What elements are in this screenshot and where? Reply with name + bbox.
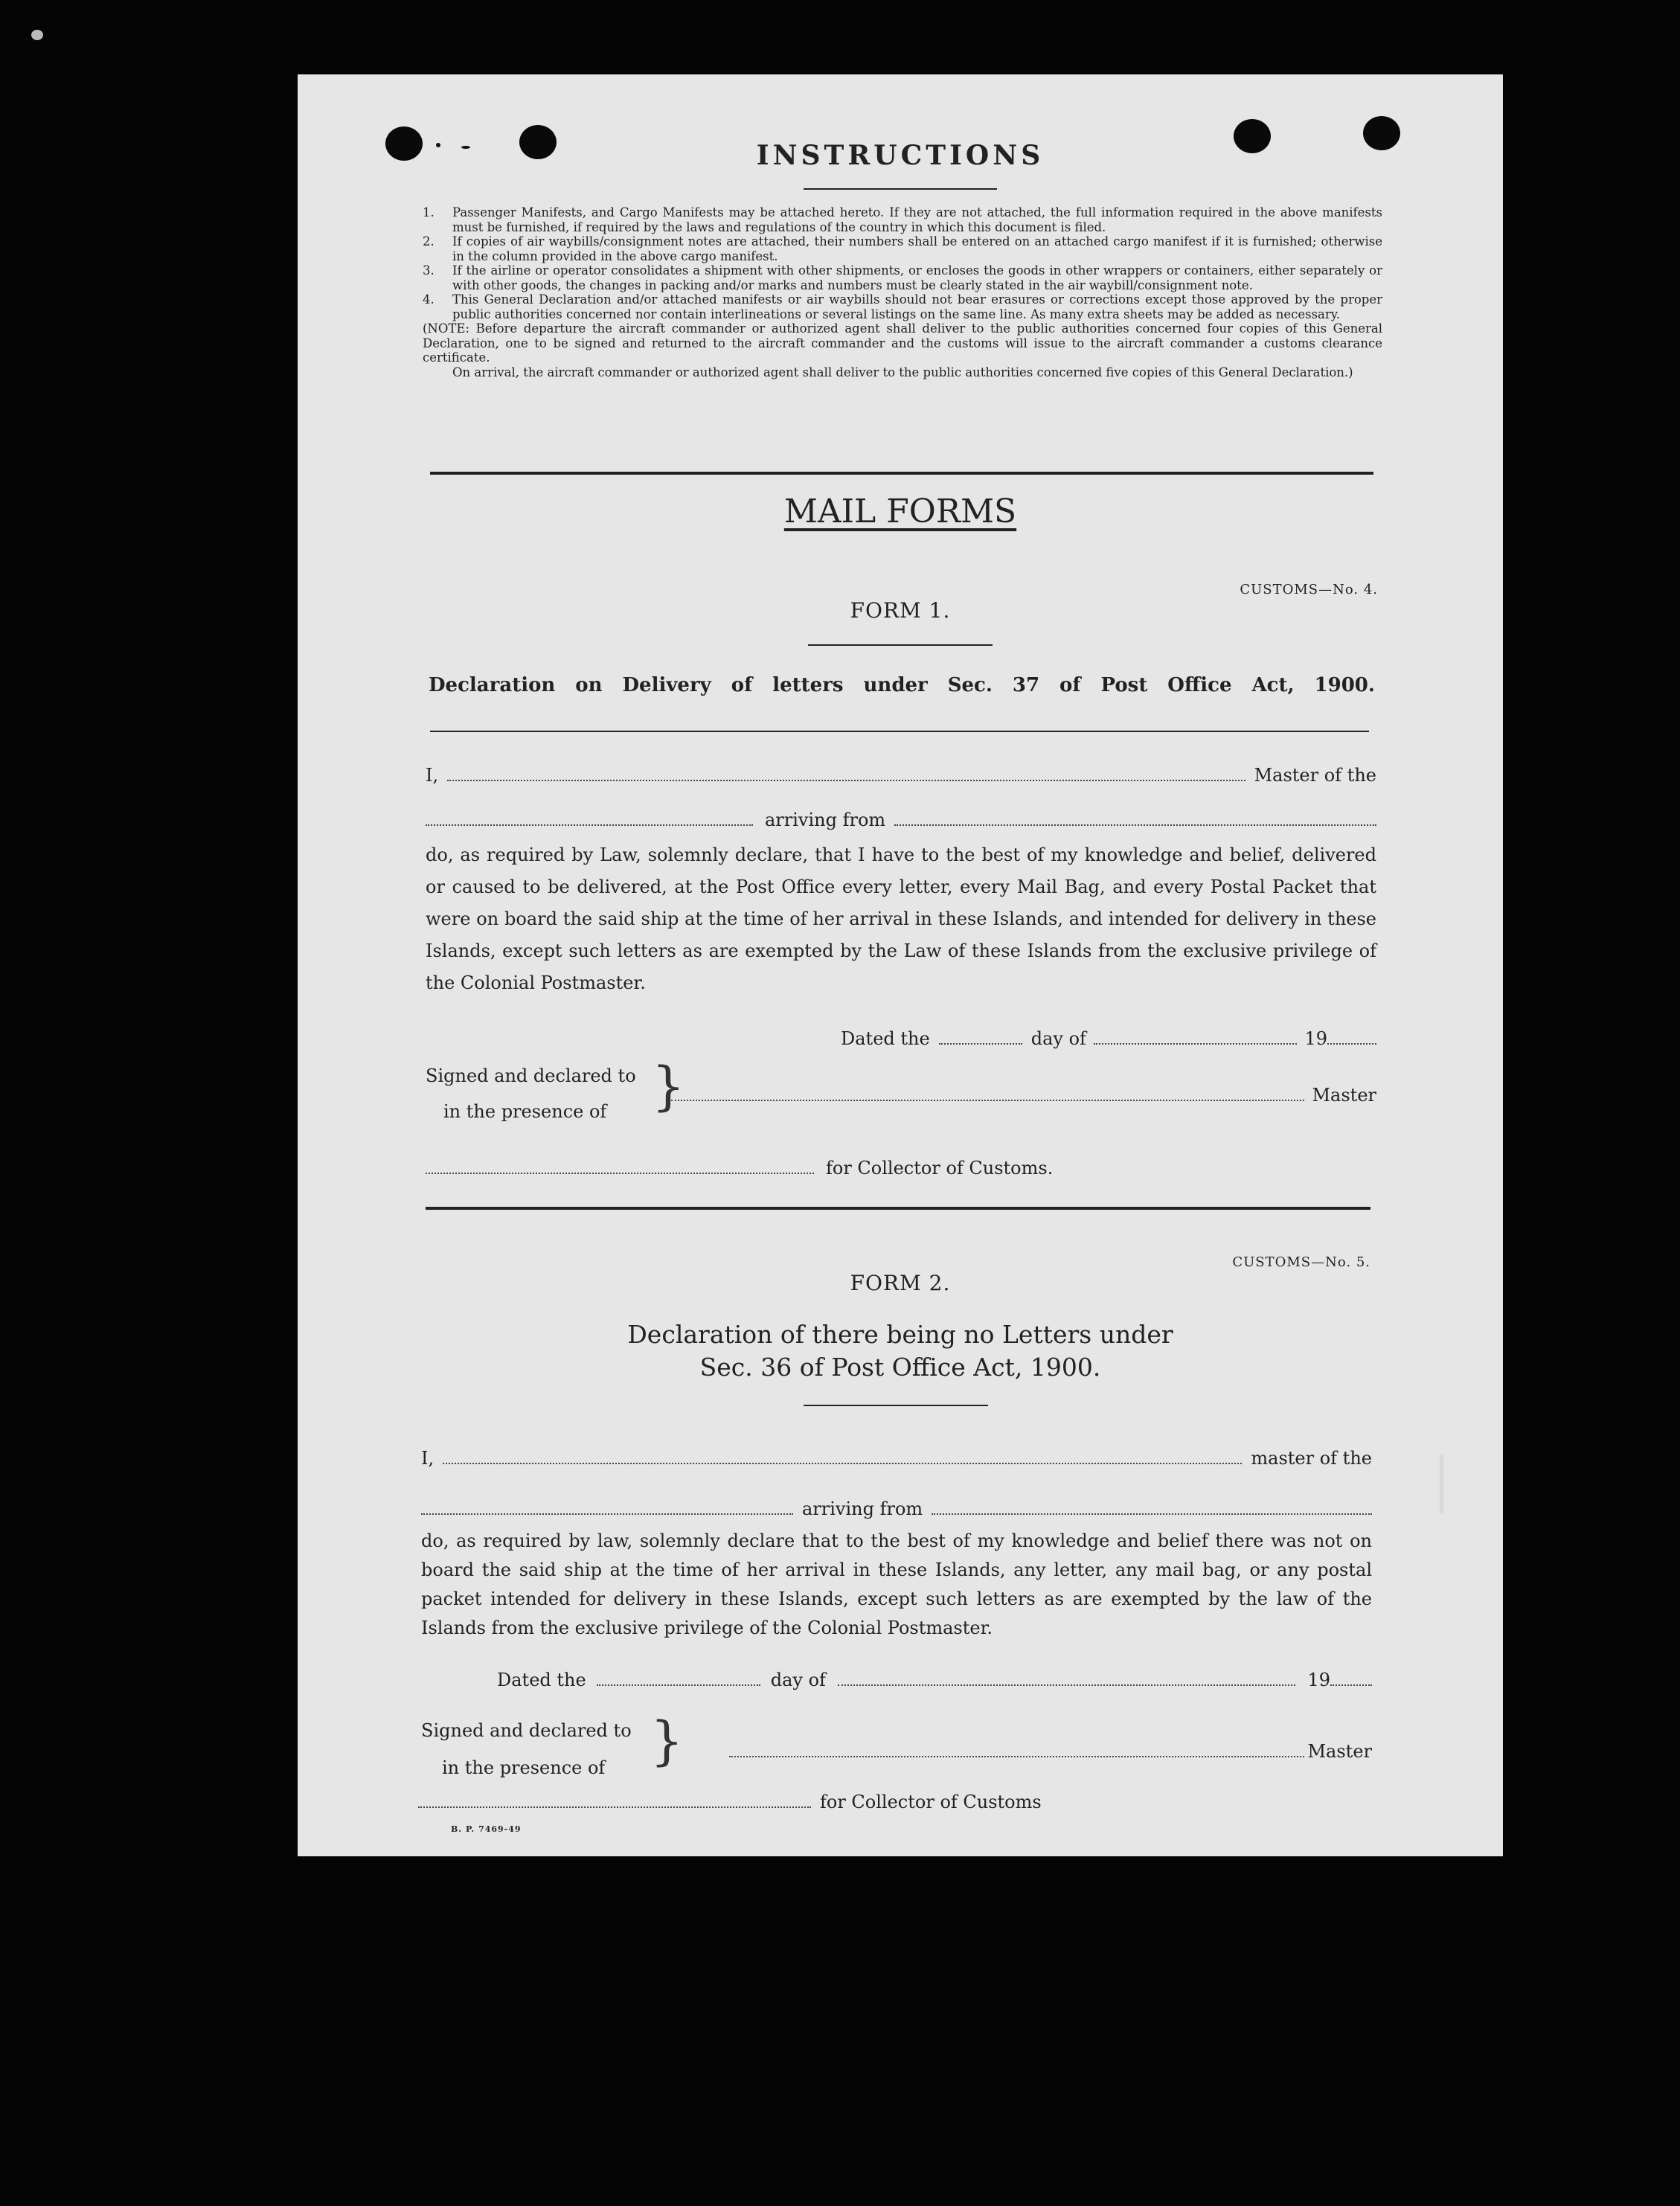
form1-title-word: under	[863, 674, 928, 696]
form1-body: do, as required by Law, solemnly declare, that I have to the best of my knowledge and belief, delivered or caused to be delivered, at the Post Office every letter, every Mail Bag, and every Postal Packet that were on board the said ship at the time of her arrival in these Islands, and intended for delivery in these Islands, except such letters as are exempted by the Law of these Islands from the exclusive privilege of the Colonial Postmaster.	[426, 844, 1376, 993]
form1-collector-blank[interactable]	[426, 1159, 814, 1174]
instructions-note-arrival: On arrival, the aircraft commander or authorized agent shall deliver to the public authorities concerned five copies of this General Declaration.)	[452, 365, 1353, 379]
instruction-number: 3.	[423, 263, 435, 278]
form2-master-signature-blank[interactable]	[729, 1742, 1304, 1757]
instruction-text: If copies of air waybills/consignment notes are attached, their numbers shall be entered on an attached cargo manifest if it is furnished; otherwise in the column provided in the above cargo manifest.	[452, 234, 1382, 263]
form1-origin-blank[interactable]	[894, 811, 1376, 826]
form1-title-word: Delivery	[622, 674, 711, 696]
form2-name-line	[421, 1448, 1372, 1469]
form1-master-line	[671, 1085, 1376, 1106]
form2-year-blank[interactable]	[1330, 1671, 1372, 1686]
form1-title-word: Office	[1167, 674, 1232, 696]
form1-declaration-title	[429, 674, 1375, 696]
form2-i-label: I,	[421, 1448, 435, 1469]
section-divider-middle	[426, 1207, 1370, 1210]
instruction-text: If the airline or operator consolidates a shipment with other shipments, or encloses the goods in other wrappers or containers, either separately or with other goods, the changes in packing and/or marks and numbers must be clearly stated in the air waybill/consignment note.	[452, 263, 1382, 292]
form1-dated-line	[841, 1028, 1376, 1049]
form1-day-of: day of	[1030, 1028, 1086, 1049]
instructions-title: INSTRUCTIONS	[756, 140, 1045, 171]
instruction-item-2	[423, 234, 1382, 263]
form1-title-word: Declaration	[429, 674, 556, 696]
form2-body: do, as required by law, solemnly declare that to the best of my knowledge and belief there was not on board the said ship at the time of her arrival in these Islands, any letter, any mail bag, or any postal packet intended for delivery in these Islands, except such letters as are exempted by the law of the Islands from the exclusive privilege of the Colonial Postmaster.	[421, 1530, 1372, 1638]
instructions-rule	[804, 188, 997, 190]
form1-arriving-from: arriving from	[765, 809, 886, 830]
form1-title-rule	[430, 731, 1369, 732]
form2-collector-blank[interactable]	[418, 1793, 811, 1808]
form1-title-word: letters	[772, 674, 844, 696]
form2-day-blank[interactable]	[597, 1671, 760, 1686]
form1-title-word: Sec.	[947, 674, 993, 696]
form1-name-blank[interactable]	[447, 766, 1245, 781]
form2-signed-line-1: Signed and declared to	[421, 1720, 632, 1741]
instruction-item-3	[423, 263, 1382, 292]
form1-signed-line-2: in the presence of	[443, 1101, 607, 1122]
form1-signed-line-1: Signed and declared to	[426, 1065, 636, 1086]
instruction-item-4	[423, 292, 1382, 321]
form2-day-of: day of	[770, 1670, 826, 1690]
form2-master-label: Master	[1307, 1741, 1372, 1762]
document-page	[298, 74, 1503, 1856]
form1-title-word: 1900.	[1314, 674, 1375, 696]
instructions-note: (NOTE: Before departure the aircraft commander or authorized agent shall deliver to the public authorities concerned four copies of this General Declaration, one to be signed and returned to the aircraft commander and the customs will issue to the aircraft commander a customs clearance certificate.	[423, 321, 1382, 365]
form1-title-word: on	[575, 674, 603, 696]
form1-collector-label: for Collector of Customs.	[826, 1158, 1054, 1179]
form2-title	[298, 1318, 1503, 1384]
form1-brace: }	[652, 1056, 685, 1117]
form1-year-prefix: 19	[1304, 1028, 1327, 1049]
form1-label: FORM 1.	[850, 598, 951, 623]
form1-title-word: Act,	[1251, 674, 1295, 696]
form2-arriving-from: arriving from	[802, 1498, 923, 1519]
form1-title-word: Post	[1100, 674, 1148, 696]
form1-title-word: of	[1059, 674, 1081, 696]
form1-master-label: Master	[1312, 1085, 1376, 1106]
form2-origin-blank[interactable]	[932, 1500, 1372, 1515]
section-divider-top	[430, 472, 1373, 475]
form1-label-rule	[808, 644, 993, 646]
form2-label: FORM 2.	[850, 1271, 951, 1295]
form2-ship-line	[421, 1498, 1372, 1519]
instructions-list	[423, 205, 1382, 379]
form2-year-prefix: 19	[1307, 1670, 1330, 1690]
mail-forms-title: MAIL FORMS	[783, 493, 1017, 530]
form2-month-blank[interactable]	[838, 1671, 1296, 1686]
form1-month-blank[interactable]	[1094, 1030, 1298, 1045]
instruction-number: 4.	[423, 292, 435, 307]
form1-ship-blank[interactable]	[426, 811, 753, 826]
form1-name-line	[426, 765, 1376, 786]
speck	[1440, 1455, 1443, 1514]
form2-dated-the: Dated the	[497, 1670, 586, 1690]
form1-i-label: I,	[426, 765, 439, 786]
instruction-number: 2.	[423, 234, 435, 249]
form1-year-blank[interactable]	[1327, 1030, 1376, 1045]
instruction-number: 1.	[423, 205, 435, 219]
form1-title-word: of	[731, 674, 753, 696]
form2-dated-line	[497, 1670, 1372, 1690]
speck	[31, 30, 43, 40]
form1-title-word: 37	[1012, 674, 1040, 696]
form2-title-line-1: Declaration of there being no Letters under	[627, 1320, 1173, 1349]
form2-ship-blank[interactable]	[421, 1500, 793, 1515]
form2-collector-line	[418, 1792, 1088, 1812]
form1-dated-the: Dated the	[841, 1028, 930, 1049]
form2-collector-label: for Collector of Customs	[820, 1792, 1042, 1812]
form1-customs-number: CUSTOMS—No. 4.	[1240, 582, 1378, 597]
form2-customs-number: CUSTOMS—No. 5.	[1232, 1254, 1370, 1270]
form2-title-line-2: Sec. 36 of Post Office Act, 1900.	[699, 1353, 1101, 1382]
form1-day-blank[interactable]	[939, 1030, 1022, 1045]
instruction-item-1	[423, 205, 1382, 234]
form1-collector-line	[426, 1158, 1095, 1179]
instruction-text: Passenger Manifests, and Cargo Manifests may be attached hereto. If they are not attached, the full information required in the above manifests must be furnished, if required by the laws and regulations of the country in which this document is filed.	[452, 205, 1382, 234]
form2-signed-line-2: in the presence of	[442, 1757, 606, 1778]
form2-master-of-the: master of the	[1251, 1448, 1372, 1469]
instruction-text: This General Declaration and/or attached manifests or air waybills should not bear erasures or corrections except those approved by the proper public authorities concerned nor contain interlineations or several listings on the same line. As many extra sheets may be added as necessary.	[452, 292, 1382, 321]
form1-master-of-the: Master of the	[1254, 765, 1376, 786]
form2-name-blank[interactable]	[443, 1449, 1242, 1464]
form2-title-rule	[804, 1405, 988, 1406]
print-code: B. P. 7469-49	[451, 1824, 522, 1834]
form1-ship-line	[426, 809, 1376, 830]
form1-master-signature-blank[interactable]	[671, 1086, 1304, 1101]
form2-master-line	[729, 1741, 1372, 1762]
form2-brace: }	[650, 1710, 684, 1771]
